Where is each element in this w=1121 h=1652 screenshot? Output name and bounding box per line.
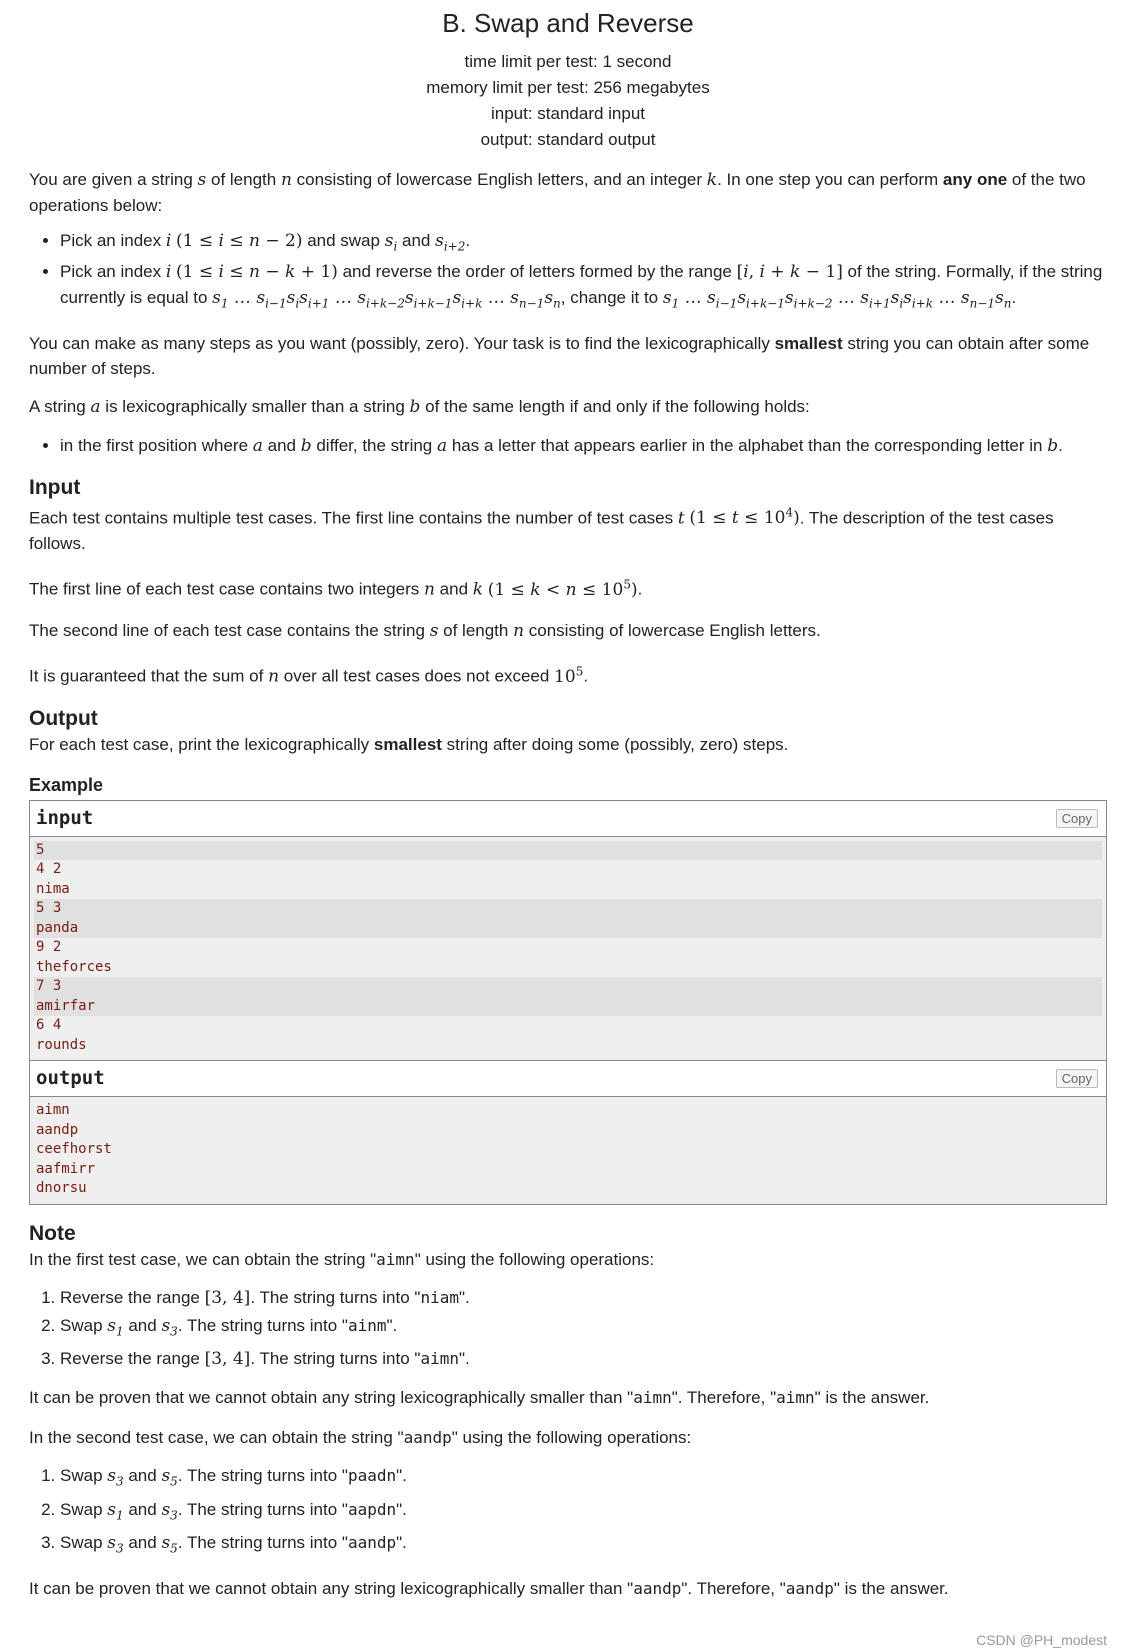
output-section-title: Output <box>29 706 98 730</box>
note-section-title: Note <box>29 1221 76 1245</box>
output-label: output <box>36 1067 105 1090</box>
example-section <box>29 775 1107 1205</box>
problem-page <box>29 0 1107 1601</box>
input-line: 5 3 <box>34 899 1102 919</box>
copy-input-button[interactable]: Copy <box>1056 809 1098 828</box>
output-line: aafmirr <box>36 1160 96 1177</box>
output-section: Output For each test case, print the lexicographically smallest string after doing some (possibly, zero) steps. <box>29 706 1107 757</box>
input-file: input: standard input <box>490 104 646 123</box>
input-line: 9 2 <box>36 939 62 956</box>
memory-limit: memory limit per test: 256 megabytes <box>426 78 710 97</box>
example-title: Example <box>29 774 104 795</box>
input-line: 6 4 <box>36 1017 62 1034</box>
output-line: aandp <box>36 1121 79 1138</box>
input-header <box>30 801 1106 837</box>
input-line: nima <box>36 880 70 897</box>
problem-header <box>29 0 1107 153</box>
example-box <box>29 800 1107 1205</box>
input-line: panda <box>34 919 1102 939</box>
output-line: dnorsu <box>36 1180 87 1197</box>
input-line: rounds <box>36 1036 87 1053</box>
note-section: Note In the first test case, we can obtain the string "aimn" using the following operations: 1. Reverse the range [3, 4]. The string turns into "niam". 2. Swap $s_1$ and $s_3$. The string turns into "ainm". 3. Reverse the range [3, 4]. The string turns into "aimn". It can be proven that we cannot obtain any string lexicographically smaller than "aimn". Therefore, "aimn" is the answer. In the second test case, we can obtain the string "aandp" using the following operations: 1. Swap $s_3$ and $s_5$. The string turns into "paadn". 2. Swap $s_1$ and $s_3$. The string turns into "aapdn". 3. Swap $s_3$ and $s_5$. The string turns into "aandp". It can be proven that we cannot obtain any string lexicographically smaller than "aandp". Therefore, "aandp" is the answer. <box>29 1221 1107 1602</box>
input-line: amirfar <box>34 997 1102 1017</box>
problem-title: B. Swap and Reverse <box>442 8 694 38</box>
output-block <box>30 1097 1106 1204</box>
output-file: output: standard output <box>480 130 656 149</box>
output-line: aimn <box>36 1102 70 1119</box>
input-section: Input Each test contains multiple test cases. The first line contains the number of test cases t $(1 \le t \le 10^4)$. The description of the test cases follows. The first line of each test case contains two integers n and k $(1 \le k < n \le 10^5)$. The second line of each test case contains the string s of length n consisting of lowercase English letters. It is guaranteed that the sum of n over all test cases does not exceed $10^5$. <box>29 475 1107 690</box>
watermark: CSDN @PH_modest <box>976 1632 1107 1648</box>
problem-statement: You are given a string s of length n consisting of lowercase English letters, and an integer k. In one step you can perform any one of the two operations below: • Pick an index i (1 ≤ i ≤ n − 2) and swap $s_i$ and $s_{i+2}$. • Pick an index i (1 ≤ i ≤ n − k + 1) and reverse the order of letters formed by the range [i, i + k − 1] of the string. Formally, if the string currently is equal to $s_1$ … $s_{i-1}s_is_{i+1}$ … $s_{i+k-2}s_{i+k-1}s_{i+k}$ … $s_{n-1}s_n$, change it to $s_1$ … $s_{i-1}s_{i+k-1}s_{i+k-2}$ … $s_{i+1}s_is_{i+k}$ … $s_{n-1}s_n$. You can make as many steps as you want (possibly, zero). Your task is to find the lexicographically smallest string you can obtain after some number of steps. A string a is lexicographically smaller than a string b of the same length if and only if the following holds: • in the first position where a and b differ, the string a has a letter that appears earlier in the alphabet than the corresponding letter in b. <box>29 167 1107 459</box>
time-limit: time limit per test: 1 second <box>464 52 672 71</box>
input-line: 7 3 <box>34 977 1102 997</box>
input-line: 4 2 <box>36 861 62 878</box>
input-block <box>30 837 1106 1061</box>
input-label: input <box>36 806 94 829</box>
output-line: ceefhorst <box>36 1141 112 1158</box>
input-section-title: Input <box>29 475 81 499</box>
input-line: theforces <box>36 958 112 975</box>
input-line: 5 <box>34 841 1102 861</box>
output-header <box>30 1060 1106 1097</box>
copy-output-button[interactable]: Copy <box>1056 1069 1098 1088</box>
